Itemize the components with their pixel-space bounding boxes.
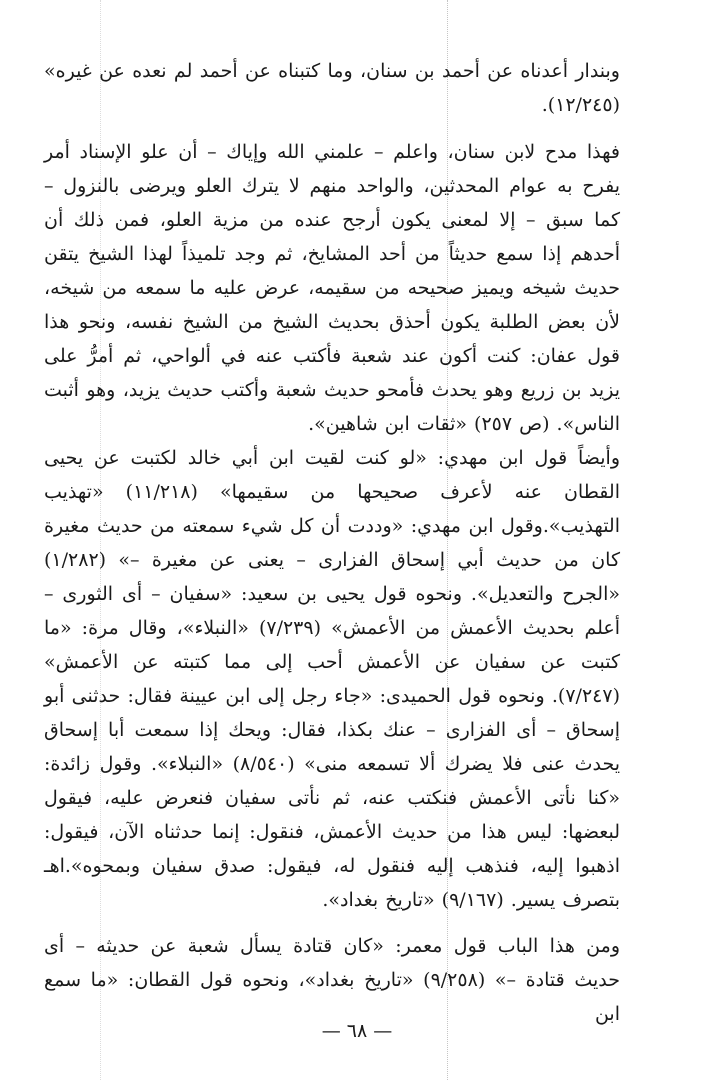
paragraph-4: ومن هذا الباب قول معمر: «كان قتادة يسأل شعبة عن حديثه – أى حديث قتادة –» (٩/٢٥٨) «تاريخ بغداد»، ونحوه قول القطان: «ما سمع ابن: [44, 935, 620, 1025]
page-body-text: [44, 54, 620, 1031]
paragraph-gap: [44, 917, 620, 929]
paragraph-3: وأيضاً قول ابن مهدي: «لو كنت لقيت ابن أبي خالد لكتبت عن يحيى القطان عنه لأعرف صحيحها من سقيمها» (١١/٢١٨) «تهذيب التهذيب».وقول ابن مهدي: «وددت أن كل شيء سمعته من حديث مغيرة كان من حديث أبي إسحاق الفزارى – يعنى عن مغيرة –» (١/٢٨٢) «الجرح والتعديل». ونحوه قول يحيى بن سعيد: «سفيان – أى الثورى – أعلم بحديث الأعمش من الأعمش» (٧/٢٣٩) «النبلاء»، وقال مرة: «ما كتبت عن سفيان عن الأعمش أحب إلى مما كتبته عن الأعمش» (٧/٢٤٧). ونحوه قول الحميدى: «جاء رجل إلى ابن عيينة فقال: حدثنى أبو إسحاق – أى الفزارى – عنك بكذا، فقال: ويحك إذا سمعت أبا إسحاق يحدث عنى فلا يضرك ألا تسمعه منى» (٨/٥٤٠) «النبلاء». وقول زائدة: «كنا نأتى الأعمش فنكتب عنه، ثم نأتى سفيان فنعرض عليه، فيقول لبعضها: ليس هذا من حديث الأعمش، فنقول: إنما حدثناه الآن، فيقول: اذهبوا إليه، فنذهب إليه فنقول له، فيقول: صدق سفيان وبمحوه».اهـ بتصرف يسير. (٩/١٦٧) «تاريخ بغداد».: [44, 447, 621, 911]
paragraph-1: وبندار أعدناه عن أحمد بن سنان، وما كتبناه عن أحمد لم نعده عن غيره» (١٢/٢٤٥).: [44, 60, 620, 116]
paragraph-2: فهذا مدح لابن سنان، واعلم – علمني الله وإياك – أن علو الإسناد أمر يفرح به عوام المحدثين، والواحد منهم لا يترك العلو ويرضى بالنزول – كما سبق – إلا لمعنى يكون أرجح عنده من مزية العلو، فمن ذلك أن أحدهم إذا سمع حديثاً من أحد المشايخ، ثم وجد تلميذاً لهذا الشيخ يتقن حديث شيخه ويميز صحيحه من سقيمه، عرض عليه ما سمعه من شيخه، لأن بعض الطلبة يكون أحذق بحديث الشيخ من الشيخ نفسه، ونحو هذا قول عفان: كنت أكون عند شعبة فأكتب عنه في ألواحي، ثم أمرُّ على يزيد بن زريع وهو يحدث فأمحو حديث شعبة وأكتب حديث يزيد، وهو أثبت الناس». (ص ٢٥٧) «ثقات ابن شاهين».: [44, 141, 620, 435]
paragraph-gap: [44, 122, 620, 135]
page-number: — ٦٨ —: [321, 1020, 393, 1042]
